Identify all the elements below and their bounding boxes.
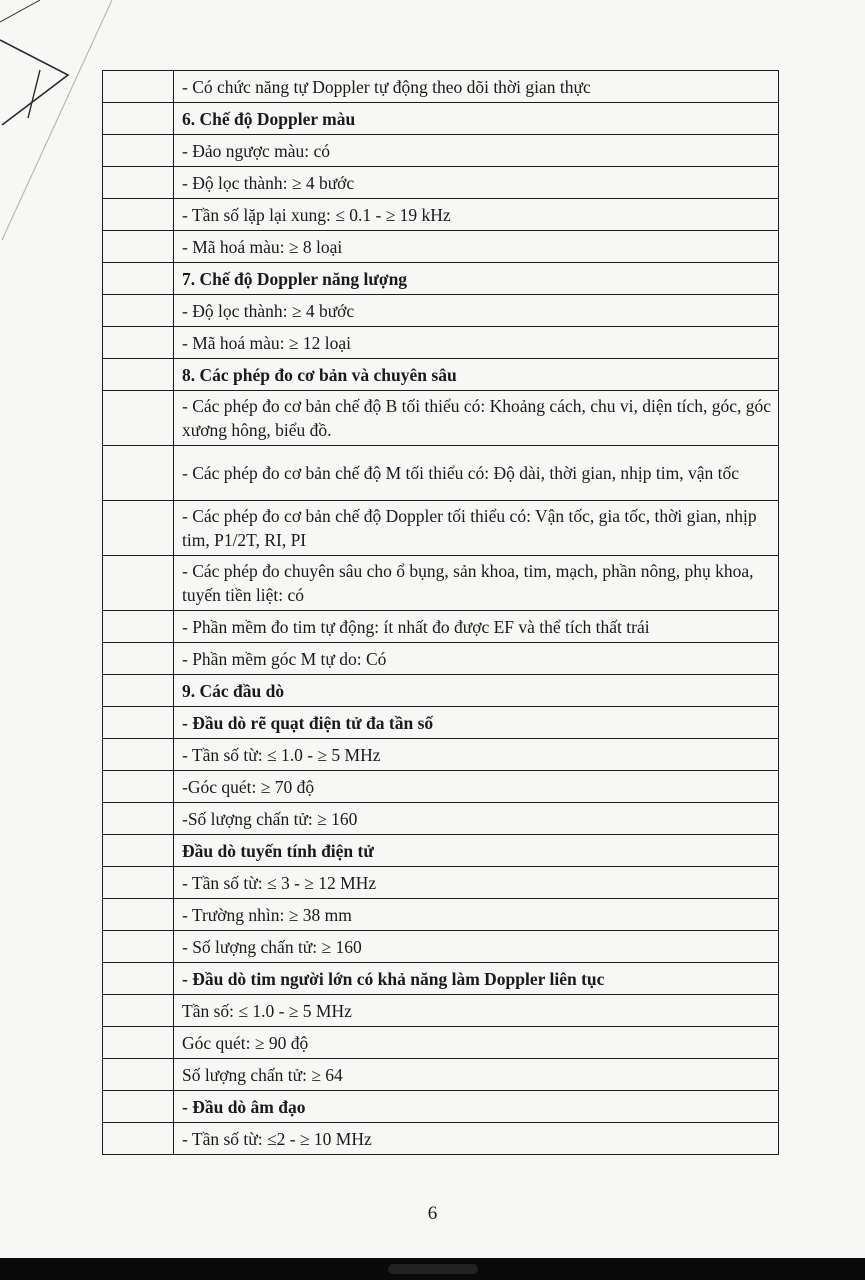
table-row [103, 71, 779, 103]
table-row [103, 391, 779, 446]
spec-item-cell: - Số lượng chấn tử: ≥ 160 [174, 931, 779, 963]
spec-item-cell: - Mã hoá màu: ≥ 8 loại [174, 231, 779, 263]
table-cell-empty [103, 867, 174, 899]
table-cell-empty [103, 1091, 174, 1123]
table-row [103, 231, 779, 263]
table-cell-empty [103, 135, 174, 167]
table-row [103, 675, 779, 707]
table-row [103, 995, 779, 1027]
table-cell-empty [103, 675, 174, 707]
table-row [103, 501, 779, 556]
spec-item-cell: - Trường nhìn: ≥ 38 mm [174, 899, 779, 931]
table-row [103, 739, 779, 771]
table-row [103, 359, 779, 391]
table-cell-empty [103, 835, 174, 867]
table-row [103, 803, 779, 835]
table-row [103, 707, 779, 739]
table-row [103, 135, 779, 167]
table-cell-empty [103, 931, 174, 963]
spec-item-cell: - Độ lọc thành: ≥ 4 bước [174, 295, 779, 327]
table-cell-empty [103, 359, 174, 391]
spec-item-cell: - Mã hoá màu: ≥ 12 loại [174, 327, 779, 359]
table-row [103, 1091, 779, 1123]
spec-item-cell: - Phần mềm góc M tự do: Có [174, 643, 779, 675]
section-heading-cell: 8. Các phép đo cơ bản và chuyên sâu [174, 359, 779, 391]
table-row [103, 611, 779, 643]
table-cell-empty [103, 771, 174, 803]
section-heading-cell: - Đầu dò rẽ quạt điện tử đa tần số [174, 707, 779, 739]
table-row [103, 446, 779, 501]
table-row [103, 771, 779, 803]
spec-item-cell: - Các phép đo cơ bản chế độ M tối thiểu có: Độ dài, thời gian, nhịp tim, vận tốc [174, 446, 779, 501]
spec-item-cell: - Phần mềm đo tim tự động: ít nhất đo được EF và thể tích thất trái [174, 611, 779, 643]
table-row [103, 556, 779, 611]
table-row [103, 295, 779, 327]
table-row [103, 1123, 779, 1155]
specification-table [102, 70, 779, 1155]
table-cell-empty [103, 295, 174, 327]
spec-item-cell: -Số lượng chấn tử: ≥ 160 [174, 803, 779, 835]
table-row [103, 867, 779, 899]
spec-item-cell: Số lượng chấn tử: ≥ 64 [174, 1059, 779, 1091]
table-row [103, 103, 779, 135]
spec-item-cell: - Có chức năng tự Doppler tự động theo dõi thời gian thực [174, 71, 779, 103]
spec-item-cell: -Góc quét: ≥ 70 độ [174, 771, 779, 803]
table-cell-empty [103, 327, 174, 359]
table-row [103, 835, 779, 867]
table-cell-empty [103, 199, 174, 231]
table-cell-empty [103, 231, 174, 263]
table-cell-empty [103, 1027, 174, 1059]
spec-item-cell: Tần số: ≤ 1.0 - ≥ 5 MHz [174, 995, 779, 1027]
table-cell-empty [103, 103, 174, 135]
table-row [103, 643, 779, 675]
spec-item-cell: - Các phép đo cơ bản chế độ B tối thiểu có: Khoảng cách, chu vi, diện tích, góc, góc xương hông, biểu đồ. [174, 391, 779, 446]
table-cell-empty [103, 1123, 174, 1155]
table-cell-empty [103, 643, 174, 675]
table-row [103, 199, 779, 231]
table-row [103, 327, 779, 359]
section-heading-cell: 9. Các đầu dò [174, 675, 779, 707]
table-cell-empty [103, 167, 174, 199]
table-cell-empty [103, 71, 174, 103]
table-cell-empty [103, 1059, 174, 1091]
spec-item-cell: - Độ lọc thành: ≥ 4 bước [174, 167, 779, 199]
table-cell-empty [103, 556, 174, 611]
spec-item-cell: - Các phép đo cơ bản chế độ Doppler tối thiểu có: Vận tốc, gia tốc, thời gian, nhịp tim, P1/2T, RI, PI [174, 501, 779, 556]
table-row [103, 167, 779, 199]
table-cell-empty [103, 803, 174, 835]
table-cell-empty [103, 446, 174, 501]
specification-table-body [103, 71, 779, 1155]
section-heading-cell: 7. Chế độ Doppler năng lượng [174, 263, 779, 295]
spec-item-cell: Góc quét: ≥ 90 độ [174, 1027, 779, 1059]
section-heading-cell: Đầu dò tuyến tính điện tử [174, 835, 779, 867]
table-cell-empty [103, 739, 174, 771]
section-heading-cell: - Đầu dò tim người lớn có khả năng làm Doppler liên tục [174, 963, 779, 995]
table-row [103, 263, 779, 295]
table-cell-empty [103, 995, 174, 1027]
spec-item-cell: - Tần số từ: ≤ 3 - ≥ 12 MHz [174, 867, 779, 899]
section-heading-cell: - Đầu dò âm đạo [174, 1091, 779, 1123]
spec-item-cell: - Tần số từ: ≤ 1.0 - ≥ 5 MHz [174, 739, 779, 771]
page-number: 6 [427, 1203, 438, 1224]
table-row [103, 1059, 779, 1091]
section-heading-cell: 6. Chế độ Doppler màu [174, 103, 779, 135]
table-row [103, 1027, 779, 1059]
spec-item-cell: - Đảo ngược màu: có [174, 135, 779, 167]
table-row [103, 931, 779, 963]
spec-item-cell: - Tần số từ: ≤2 - ≥ 10 MHz [174, 1123, 779, 1155]
table-cell-empty [103, 963, 174, 995]
spec-item-cell: - Các phép đo chuyên sâu cho ổ bụng, sản khoa, tim, mạch, phần nông, phụ khoa, tuyến tiền liệt: có [174, 556, 779, 611]
table-row [103, 899, 779, 931]
table-row [103, 963, 779, 995]
table-cell-empty [103, 501, 174, 556]
table-cell-empty [103, 899, 174, 931]
table-cell-empty [103, 611, 174, 643]
home-indicator[interactable] [388, 1264, 478, 1274]
spec-item-cell: - Tần số lặp lại xung: ≤ 0.1 - ≥ 19 kHz [174, 199, 779, 231]
table-cell-empty [103, 263, 174, 295]
table-cell-empty [103, 707, 174, 739]
table-cell-empty [103, 391, 174, 446]
